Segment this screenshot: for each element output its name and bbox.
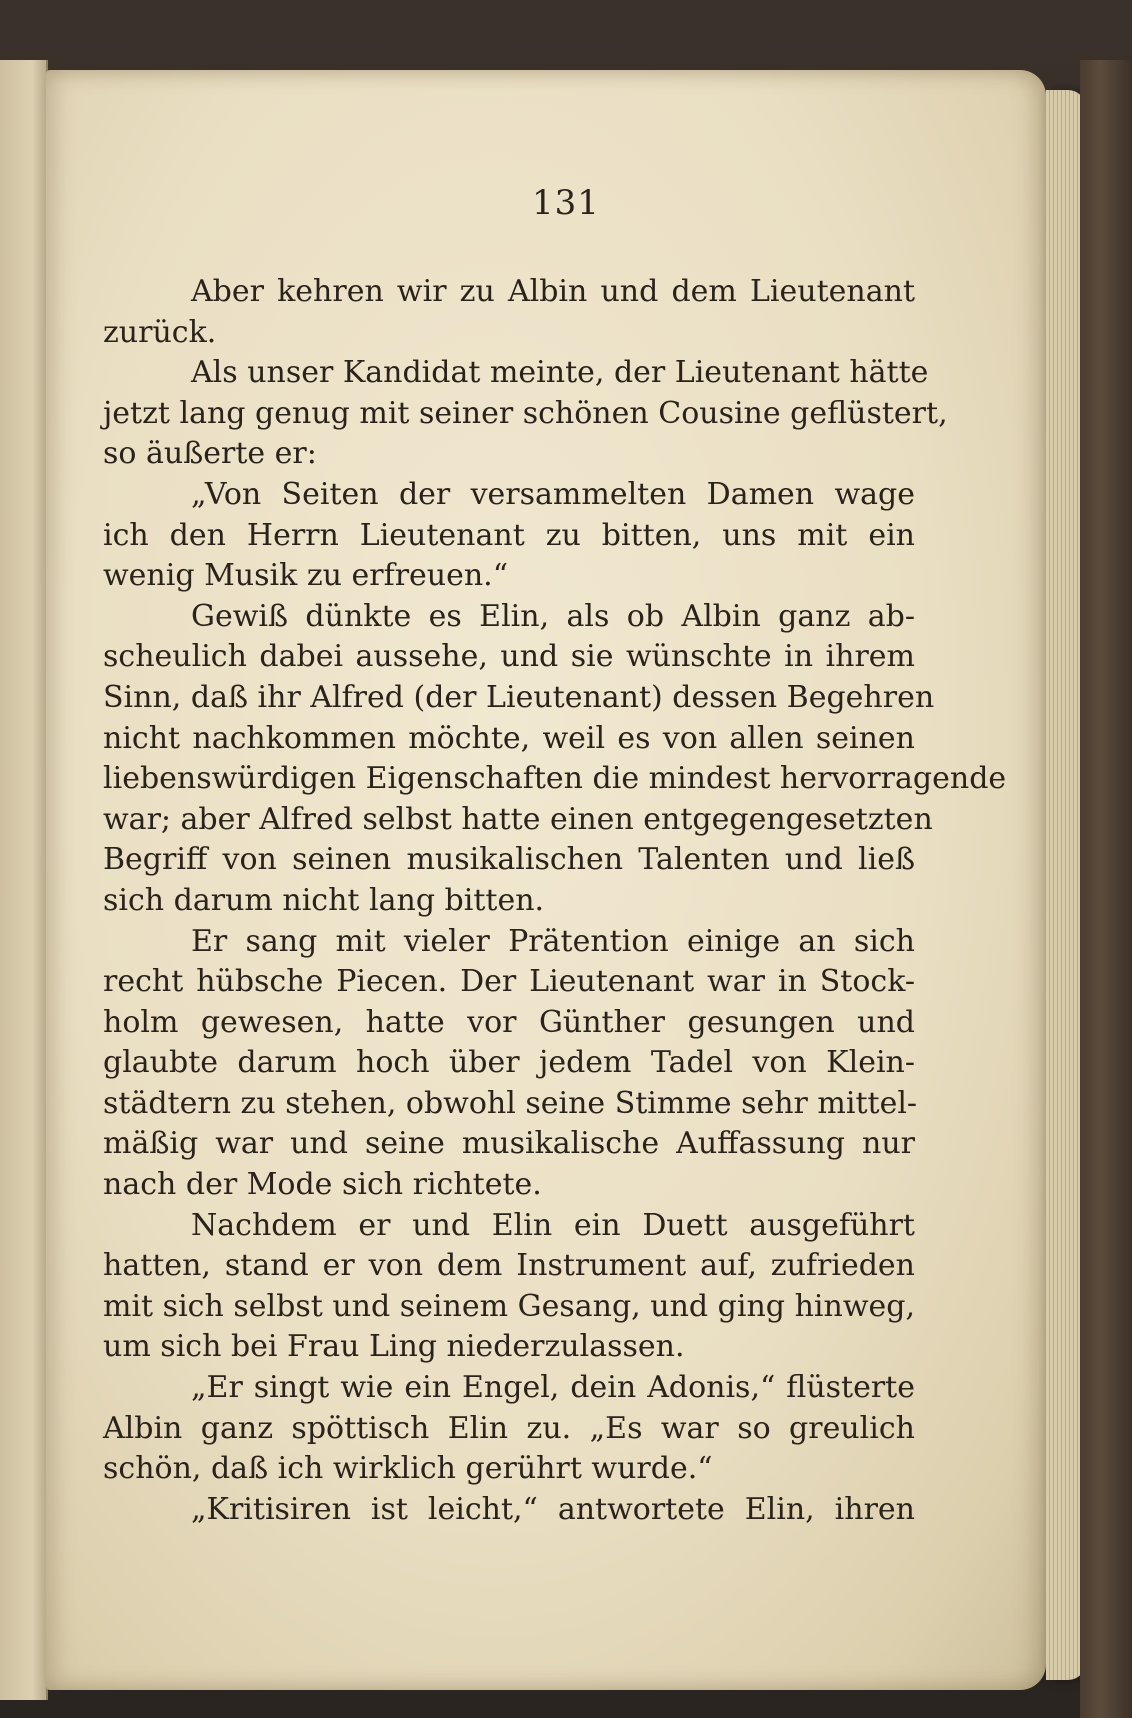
text-line: sich darum nicht lang bitten. [103, 882, 545, 918]
text-line: mit sich selbst und seinem Gesang, und ging hinweg, [103, 1288, 915, 1324]
text-line: mäßig war und seine musikalische Auffassung nur [103, 1126, 915, 1162]
text-line: „Von Seiten der versammelten Damen wage [191, 476, 915, 512]
text-line: Sinn, daß ihr Alfred (der Lieutenant) dessen Begehren [103, 679, 935, 715]
text-line: liebenswürdigen Eigenschaften die mindest hervorragende [103, 761, 1007, 797]
text-line: ich den Herrn Lieutenant zu bitten, uns mit ein [103, 517, 915, 553]
text-line: war; aber Alfred selbst hatte einen entgegengesetzten [103, 801, 933, 837]
text-line: wenig Musik zu erfreuen.“ [103, 558, 509, 594]
text-line: Begriff von seinen musikalischen Talenten und ließ [103, 842, 915, 878]
text-line: jetzt lang genug mit seiner schönen Cousine geflüstert, [103, 395, 948, 431]
text-line: glaubte darum hoch über jedem Tadel von Klein- [103, 1045, 915, 1081]
page-number: 131 [532, 183, 600, 223]
text-line: Nachdem er und Elin ein Duett ausgeführt [191, 1207, 915, 1243]
text-line: recht hübsche Piecen. Der Lieutenant war in Stock- [103, 964, 915, 1000]
text-line: um sich bei Frau Ling niederzulassen. [103, 1329, 685, 1365]
text-line: städtern zu stehen, obwohl seine Stimme sehr mittel- [103, 1085, 918, 1121]
book-cover-edge [1080, 60, 1132, 1718]
text-line: schön, daß ich wirklich gerührt wurde.“ [103, 1451, 713, 1487]
text-line: Gewiß dünkte es Elin, als ob Albin ganz ab- [191, 598, 915, 634]
text-line: nicht nachkommen möchte, weil es von allen seinen [103, 720, 915, 756]
text-line: hatten, stand er von dem Instrument auf, zufrieden [103, 1248, 915, 1284]
previous-page-edge [0, 60, 48, 1700]
text-line: Als unser Kandidat meinte, der Lieutenant hätte [191, 355, 929, 391]
text-line: holm gewesen, hatte vor Günther gesungen und [103, 1004, 915, 1040]
text-line: zurück. [103, 314, 217, 350]
page-text [103, 272, 1007, 1530]
text-line: Aber kehren wir zu Albin und dem Lieutenant [191, 274, 915, 309]
text-line: Albin ganz spöttisch Elin zu. „Es war so greulich [103, 1410, 915, 1446]
text-line: Er sang mit vieler Prätention einige an sich [191, 923, 915, 959]
text-line: „Kritisiren ist leicht,“ antwortete Elin, ihren [191, 1491, 915, 1527]
text-line: so äußerte er: [103, 436, 317, 472]
text-line: nach der Mode sich richtete. [103, 1167, 542, 1203]
text-line: „Er singt wie ein Engel, dein Adonis,“ flüsterte [191, 1370, 915, 1406]
text-line: scheulich dabei aussehe, und sie wünschte in ihrem [103, 639, 915, 675]
